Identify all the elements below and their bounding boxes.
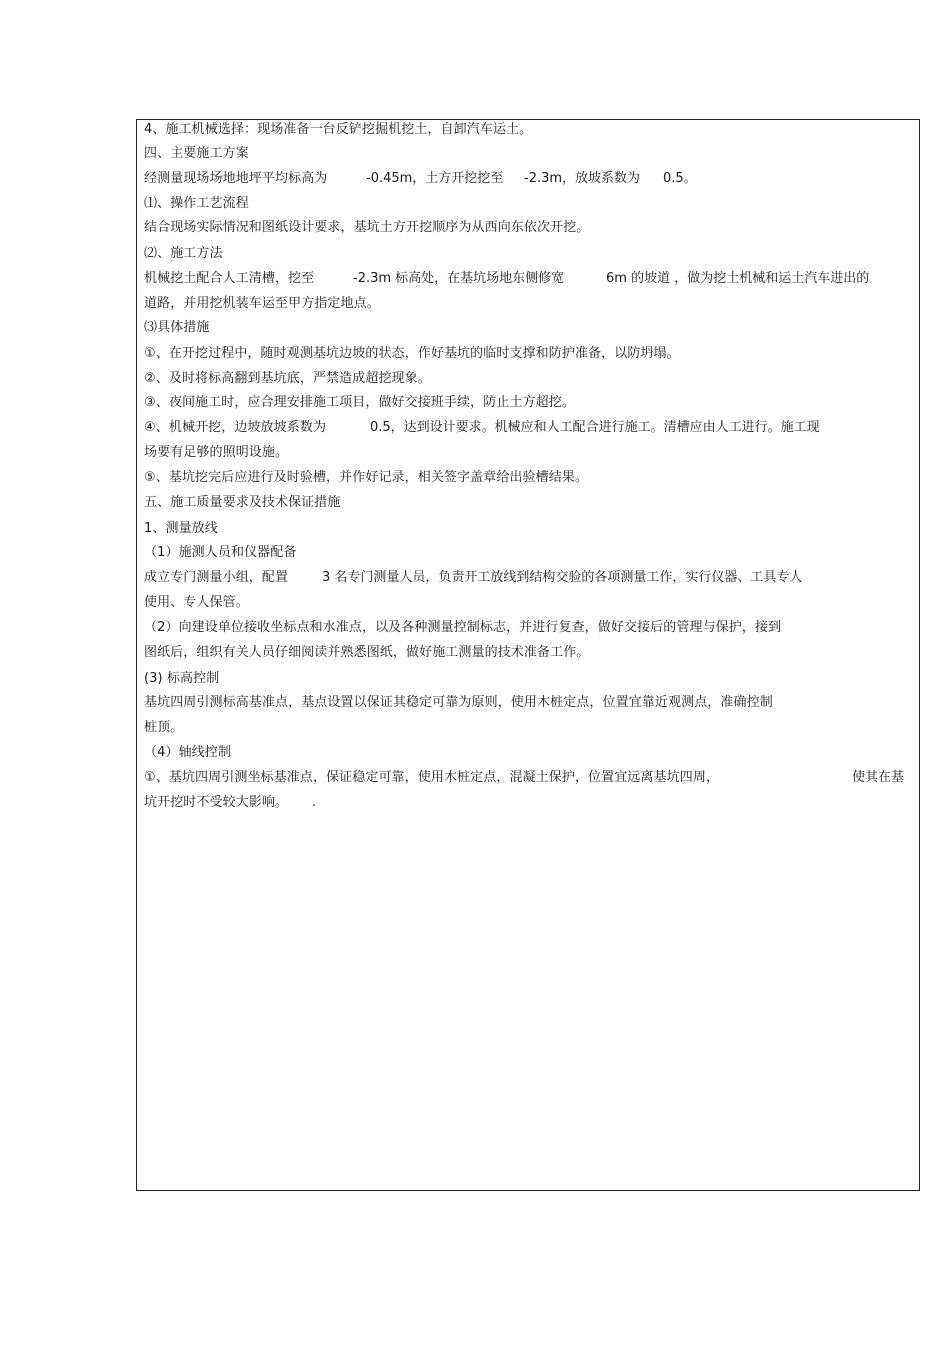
subsection-heading: 1、测量放线 bbox=[144, 521, 218, 536]
text-line: 道路，并用挖机装车运至甲方指定地点。 bbox=[144, 296, 380, 311]
text-fragment: 3 名专门测量人员，负责开工放线到结构交验的各项测量工作，实行仪器、工具专人 bbox=[322, 570, 803, 585]
text-line: 4、施工机械选择：现场准备一台反铲挖掘机挖土，自卸汽车运土。 bbox=[144, 122, 533, 137]
text-line: ③、夜间施工时，应合理安排施工项目，做好交接班手续，防止土方超挖。 bbox=[144, 395, 575, 410]
text-line: 图纸后，组织有关人员仔细阅读并熟悉图纸，做好施工测量的技术准备工作。 bbox=[144, 645, 590, 660]
section-heading: 五、施工质量要求及技术保证措施 bbox=[144, 495, 341, 510]
text-fragment: 使其在基 bbox=[852, 770, 905, 785]
text-line: 基坑四周引测标高基准点，基点设置以保证其稳定可靠为原则，使用木桩定点，位置宜靠近观测点，准确控制 bbox=[144, 695, 773, 710]
text-line: 场要有足够的照明设施。 bbox=[144, 445, 289, 460]
subsection-heading: ⑴、操作工艺流程 bbox=[144, 196, 249, 211]
subsection-heading: （1）施测人员和仪器配备 bbox=[144, 545, 297, 560]
text-fragment: -2.3m，放坡系数为 bbox=[524, 171, 641, 186]
text-fragment: -2.3m 标高处，在基坑场地东侧修宽 bbox=[353, 271, 565, 286]
text-line: 桩顶。 bbox=[144, 720, 184, 735]
text-fragment: 0.5。 bbox=[663, 171, 697, 186]
subsection-heading: （4）轴线控制 bbox=[144, 745, 231, 760]
text-fragment: . bbox=[312, 795, 317, 810]
text-line: ②、及时将标高翻到基坑底，严禁造成超挖现象。 bbox=[144, 371, 431, 386]
text-line: ①、基坑四周引测坐标基准点，保证稳定可靠，使用木桩定点，混凝土保护，位置宜远离基坑四周， bbox=[144, 770, 720, 785]
text-line: 使用、专人保管。 bbox=[144, 595, 249, 610]
text-line: ①、在开挖过程中，随时观测基坑边坡的状态，作好基坑的临时支撑和防护准备，以防坍塌。 bbox=[144, 346, 680, 361]
text-line: 成立专门测量小组，配置 bbox=[144, 570, 289, 585]
subsection-heading: ⑶具体措施 bbox=[144, 320, 210, 335]
text-line: （2）向建设单位接收坐标点和水准点，以及各种测量控制标志，并进行复查，做好交接后的管理与保护，接到 bbox=[144, 620, 782, 635]
text-line: 经测量现场场地地坪平均标高为 bbox=[144, 171, 328, 186]
text-line: 坑开挖时不受较大影响。 bbox=[144, 795, 289, 810]
subsection-heading: (3) 标高控制 bbox=[144, 671, 220, 686]
subsection-heading: ⑵、施工方法 bbox=[144, 246, 223, 261]
text-fragment: 6m 的坡道 ，做为挖土机械和运土汽车进出的 bbox=[606, 271, 870, 286]
text-line: ④、机械开挖，边坡放坡系数为 bbox=[144, 420, 327, 435]
text-line: 结合现场实际情况和图纸设计要求，基坑土方开挖顺序为从西向东依次开挖。 bbox=[144, 220, 590, 235]
text-fragment: 0.5，达到设计要求。机械应和人工配合进行施工。清槽应由人工进行。施工现 bbox=[370, 420, 820, 435]
section-heading: 四、主要施工方案 bbox=[144, 146, 249, 161]
text-line: ⑤、基坑挖完后应进行及时验槽，并作好记录，相关签字盖章给出验槽结果。 bbox=[144, 470, 589, 485]
text-fragment: -0.45m，土方开挖挖至 bbox=[366, 171, 504, 186]
text-line: 机械挖土配合人工清槽，挖至 bbox=[144, 271, 315, 286]
